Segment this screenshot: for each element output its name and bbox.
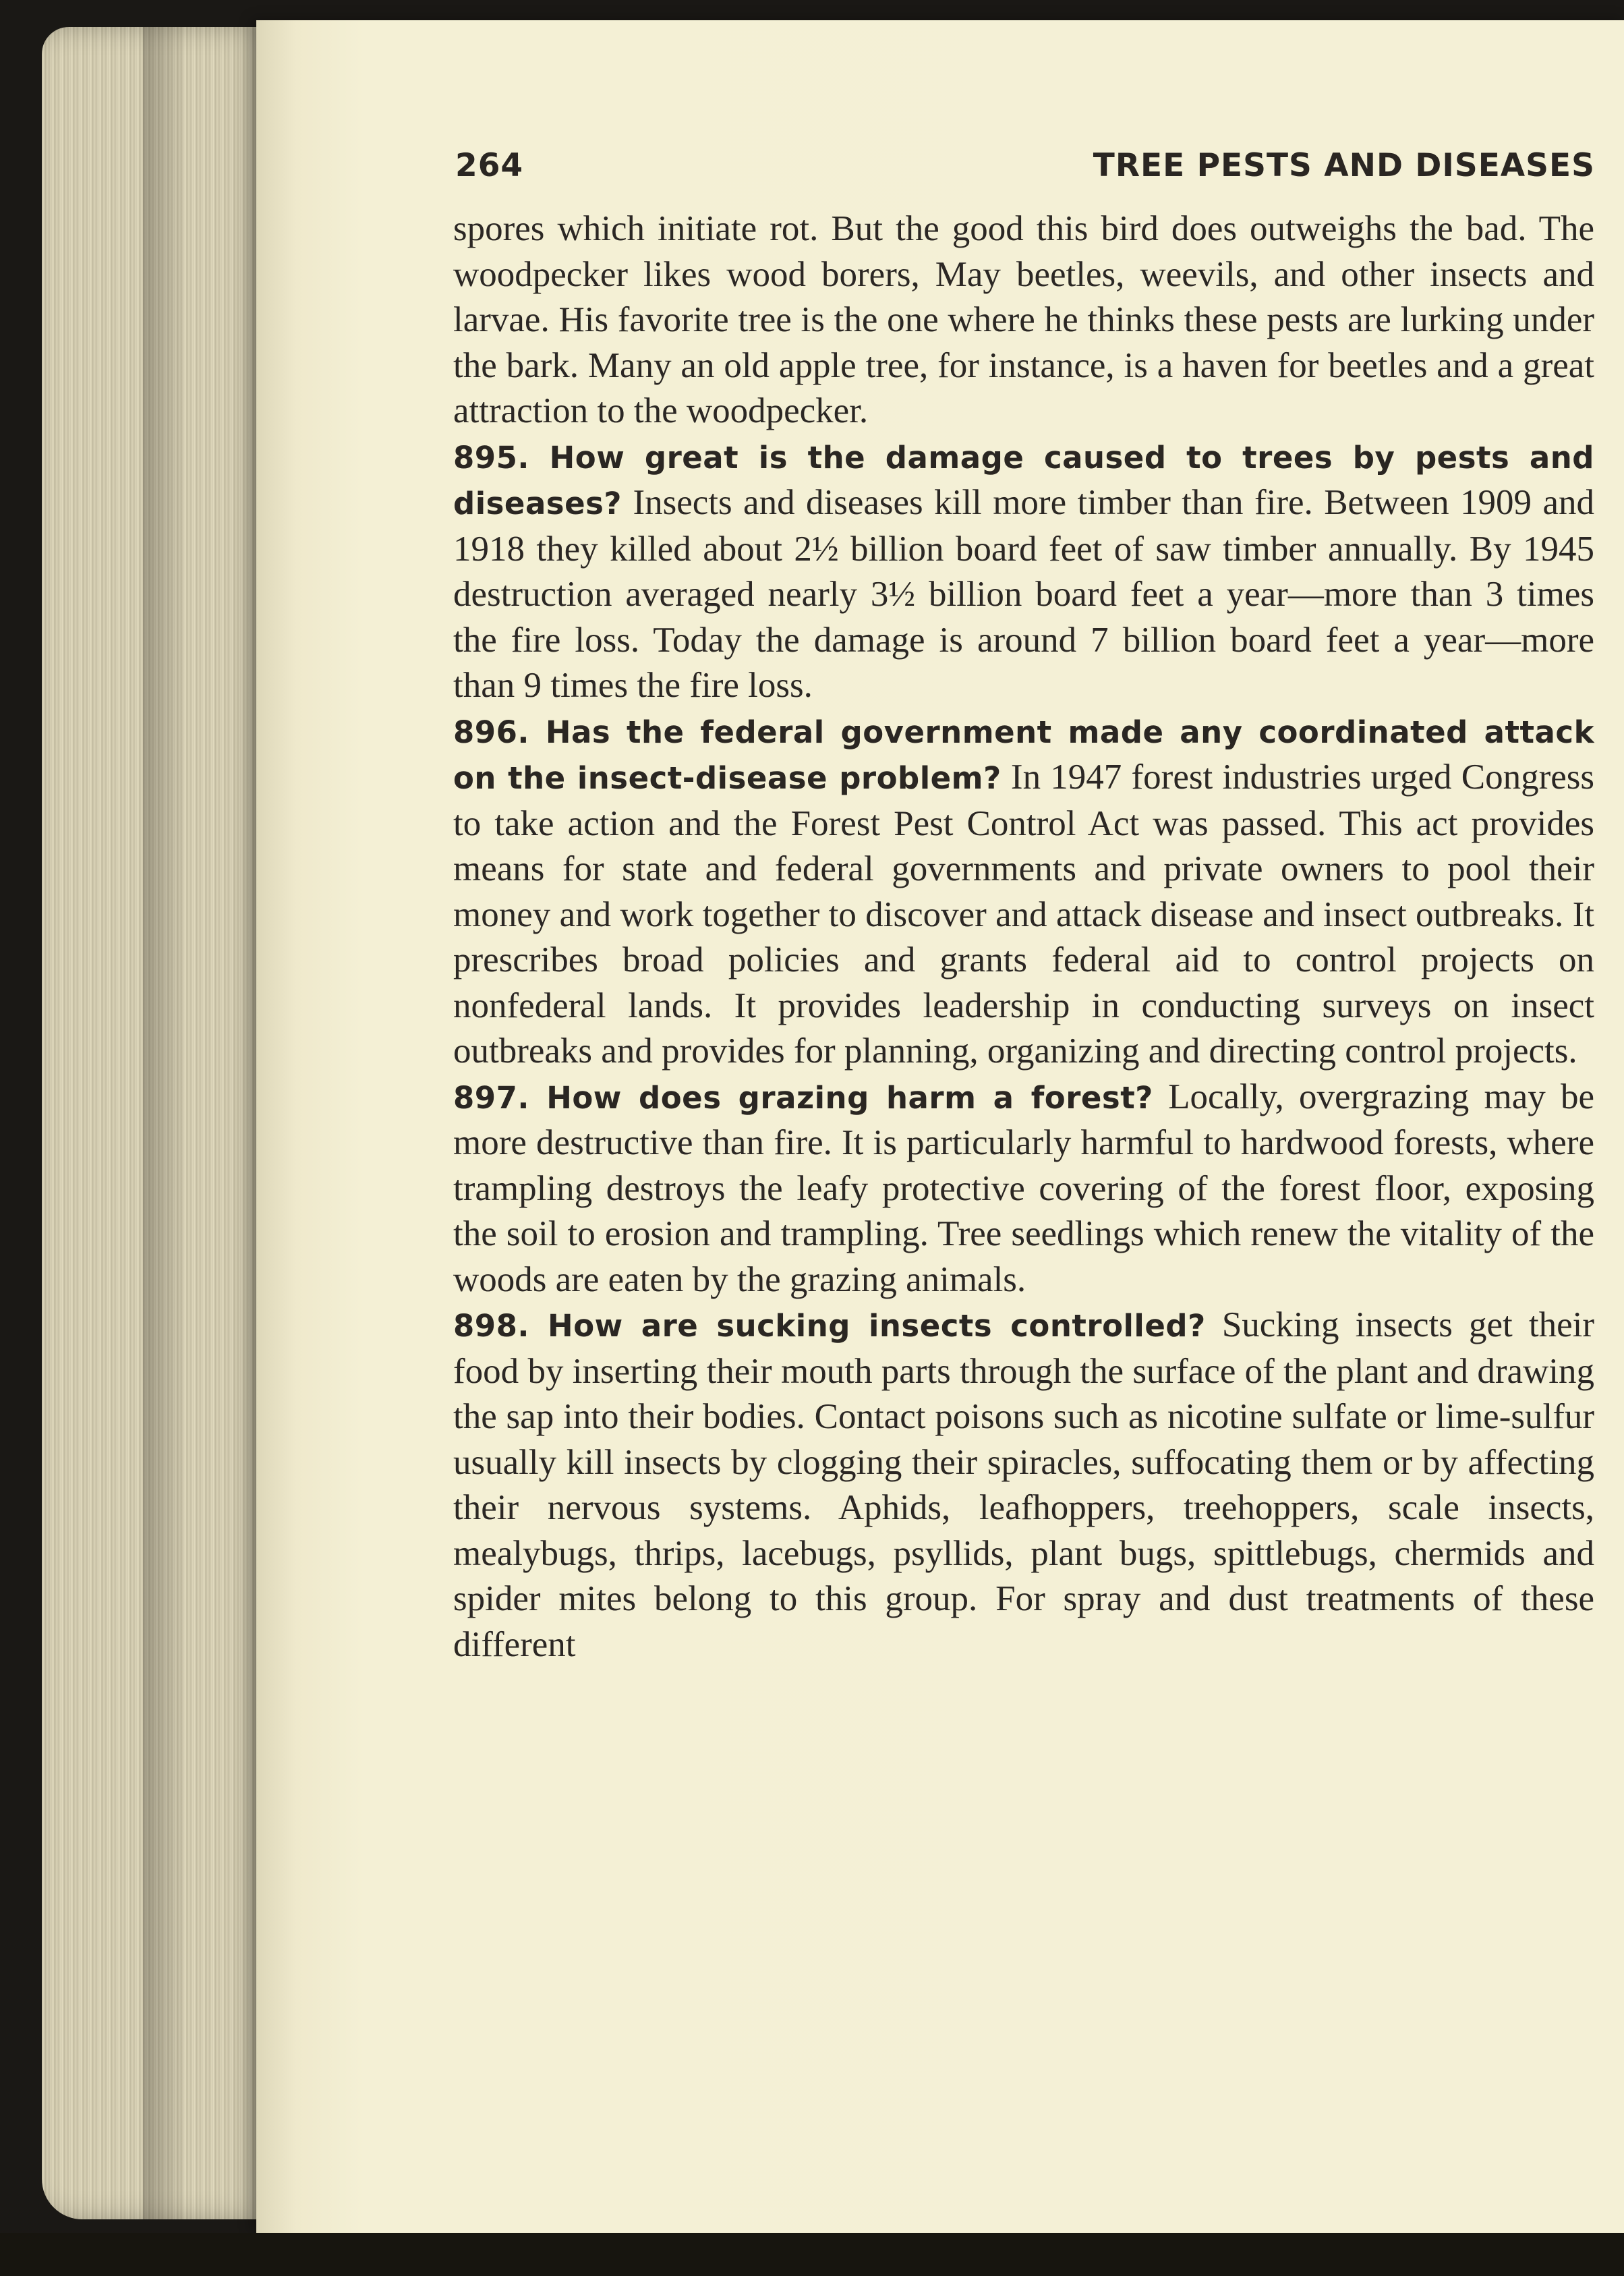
answer-897: Locally, overgrazing may be more destructive than fire. It is particularly harmful to hardwood forests, where trampling destroys the leafy protective covering of the forest floor, exposing the soil to erosion and trampling. Tree seedlings which renew the vitality of the woods are eaten by the grazing animals. [453,1077,1595,1299]
question-898: 898. How are sucking insects controlled? [453,1308,1206,1344]
question-895: 895. How great is the damage caused to trees by pests and diseases? [453,439,1594,521]
entry-897 [453,1075,1594,1303]
scan-bottom-edge [0,2233,1624,2276]
answer-895: Insects and diseases kill more timber than fire. Between 1909 and 1918 they killed about 2½ billion board feet of saw timber annually. By 1945 destruction averaged nearly 3½ billion board feet a year—more than 3 times the fire loss. Today the damage is around 7 billion board feet a year—more than 9 times the fire loss. [453,483,1595,705]
page-edges [42,27,264,2219]
entry-898 [453,1303,1594,1668]
running-title: TREE PESTS AND DISEASES [1093,147,1595,184]
page-edge-shadow [143,27,183,2219]
running-head [455,147,1595,194]
page-body [453,206,1594,1668]
answer-896: In 1947 forest industries urged Congress to take action and the Forest Pest Control Act was passed. This act provides means for state and federal governments and private owners to pool their money and work together to discover and attack disease and insect outbreaks. It prescribes broad policies and grants federal aid to control projects on nonfederal lands. It provides leadership in conducting surveys on insect outbreaks and provides for planning, organizing and directing control projects. [453,758,1594,1071]
question-896: 896. Has the federal government made any coordinated attack on the insect-disease problem? [453,714,1594,796]
entry-896 [453,709,1594,1075]
answer-898: Sucking insects get their food by inserting their mouth parts through the surface of the plant and drawing the sap into their bodies. Contact poisons such as nicotine sulfate or lime-sulfur usually kill insects by clogging their spiracles, suffocating them or by affecting their nervous systems. Aphids, leafhoppers, treehoppers, scale insects, mealybugs, thrips, lacebugs, psyllids, plant bugs, spittlebugs, chermids and spider mites belong to this group. For spray and dust treatments of these different [453,1305,1595,1664]
page-number: 264 [455,147,524,184]
entry-895 [453,434,1594,709]
question-897: 897. How does grazing harm a forest? [453,1079,1153,1116]
continuation-paragraph: spores which initiate rot. But the good this bird does outweighs the bad. The woodpecker likes wood borers, May beetles, weevils, and other insects and larvae. His favorite tree is the one where he thinks these pests are lurking under the bark. Many an old apple tree, for instance, is a haven for beetles and a great attraction to the woodpecker. [453,209,1594,430]
